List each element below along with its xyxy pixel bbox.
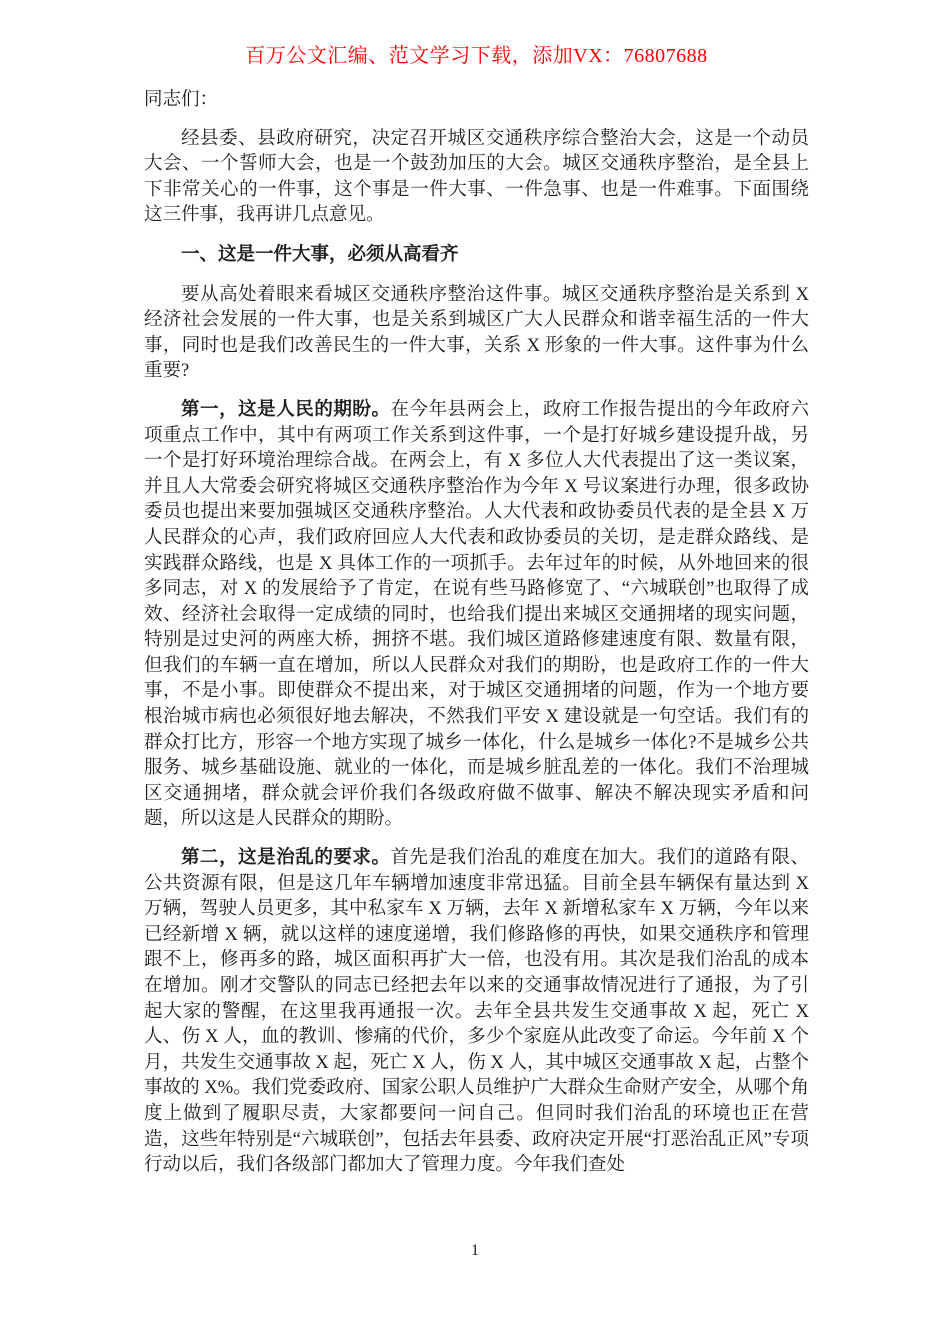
document-body [144, 88, 809, 1179]
overview-paragraph: 要从高处着眼来看城区交通秩序整治这件事。城区交通秩序整治是关系到 X 经济社会发展的一件大事，也是关系到城区广大人民群众和谐幸福生活的一件大事，同时也是我们改善民生的一件大事，关系 X 形象的一件大事。这件事为什么重要? [144, 284, 809, 382]
point-1-lead: 第一，这是人民的期盼。 [181, 399, 391, 420]
header-notice-text: 百万公文汇编、范文学习下载，添加VX：76807688 [245, 45, 708, 67]
header-notice [144, 44, 809, 68]
page-footer [0, 1242, 950, 1260]
point-2-paragraph [144, 846, 809, 1179]
point-1-body: 在今年县两会上，政府工作报告提出的今年政府六项重点工作中，其中有两项工作关系到这件事，一个是打好城乡建设提升战，另一个是打好环境治理综合战。在两会上，有 X 多位人大代表提出了这一类议案，并且人大常委会研究将城区交通秩序整治作为今年 X 号议案进行办理，很多政协委员也提出来要加强城区交通秩序整治。人大代表和政协委员代表的是全县 X 万人民群众的心声，我们政府回应人大代表和政协委员的关切，是走群众路线、是实践群众路线，也是 X 具体工作的一项抓手。去年过年的时候，从外地回来的很多同志，对 X 的发展给予了肯定，在说有些马路修宽了、“六城联创”也取得了成效、经济社会取得一定成绩的同时，也给我们提出来城区交通拥堵的现实问题，特别是过史河的两座大桥，拥挤不堪。我们城区道路修建速度有限、数量有限，但我们的车辆一直在增加，所以人民群众对我们的期盼，也是政府工作的一件大事，不是小事。即使群众不提出来，对于城区交通拥堵的问题，作为一个地方要根治城市病也必须很好地去解决，不然我们平安 X 建设就是一句空话。我们有的群众打比方，形容一个地方实现了城乡一体化，什么是城乡一体化?不是城乡公共服务、城乡基础设施、就业的一体化，而是城乡脏乱差的一体化。我们不治理城区交通拥堵，群众就会评价我们各级政府做不做事、解决不解决现实矛盾和问题，所以这是人民群众的期盼。 [144, 399, 809, 830]
point-2-lead: 第二，这是治乱的要求。 [181, 848, 391, 869]
point-2-body: 首先是我们治乱的难度在加大。我们的道路有限、公共资源有限，但是这几年车辆增加速度非常迅猛。目前全县车辆保有量达到 X 万辆，驾驶人员更多，其中私家车 X 万辆，去年 X 新增私家车 X 万辆，今年以来已经新增 X 辆，就以这样的速度递增，我们修路修的再快，如果交通秩序和管理跟不上，修再多的路，城区面积再扩大一倍，也没有用。其次是我们治乱的成本在增加。刚才交警队的同志已经把去年以来的交通事故情况进行了通报，为了引起大家的警醒，在这里我再通报一次。去年全县共发生交通事故 X 起，死亡 X 人、伤 X 人，血的教训、惨痛的代价，多少个家庭从此改变了命运。今年前 X 个月，共发生交通事故 X 起，死亡 X 人，伤 X 人，其中城区交通事故 X 起，占整个事故的 X%。我们党委政府、国家公职人员维护广大群众生命财产安全，从哪个角度上做到了履职尽责，大家都要问一问自己。但同时我们治乱的环境也正在营造，这些年特别是“六城联创”，包括去年县委、政府决定开展“打恶治乱正风”专项行动以后，我们各级部门都加大了管理力度。今年我们查处 [144, 848, 809, 1176]
point-1-paragraph [144, 398, 809, 833]
intro-paragraph: 经县委、县政府研究，决定召开城区交通秩序综合整治大会，这是一个动员大会、一个誓师大会，也是一个鼓劲加压的大会。城区交通秩序整治，是全县上下非常关心的一件事，这个事是一件大事、一件急事、也是一件难事。下面围绕这三件事，我再讲几点意见。 [144, 128, 809, 226]
page-number: 1 [471, 1242, 479, 1259]
section-heading-1: 一、这是一件大事，必须从高看齐 [181, 244, 459, 265]
salutation: 同志们： [144, 90, 219, 110]
